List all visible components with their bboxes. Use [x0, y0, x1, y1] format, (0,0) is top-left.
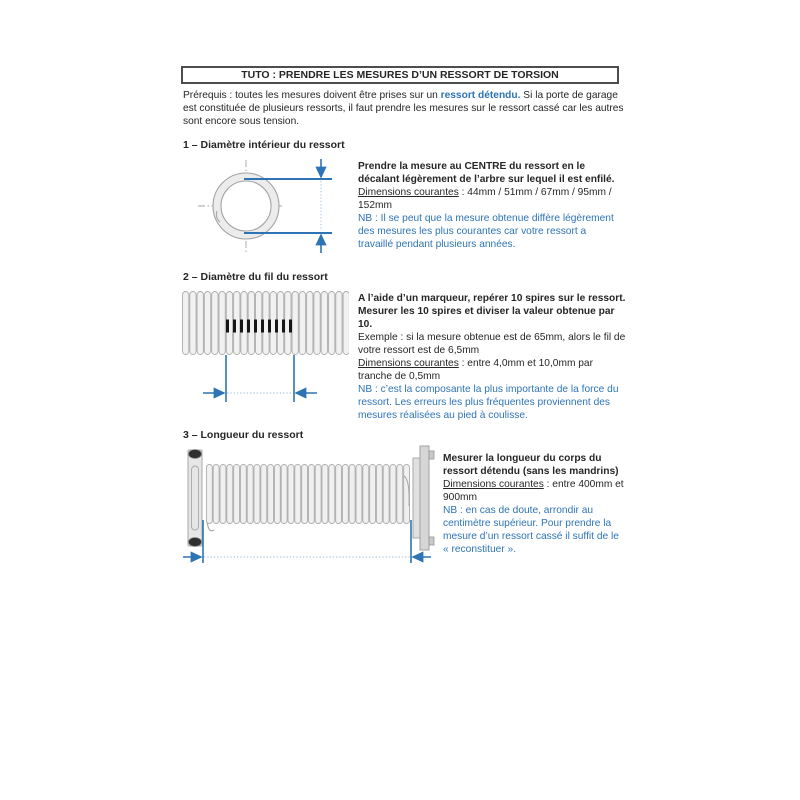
- section2-instruction: A l’aide d’un marqueur, repérer 10 spires sur le ressort. Mesurer les 10 spires et diviser la valeur obtenue par 10.: [358, 293, 626, 330]
- section1-nb-note: NB : Il se peut que la mesure obtenue diffère légèrement des mesures les plus courantes car votre ressort a travaillé pendant plusieurs années.: [358, 213, 614, 250]
- spring-ring: [213, 173, 279, 239]
- section1-text: [358, 160, 624, 251]
- section3-dim-label: Dimensions courantes: [443, 479, 544, 490]
- section2-dim-label: Dimensions courantes: [358, 358, 459, 369]
- section3-heading: 3 – Longueur du ressort: [183, 429, 304, 441]
- section2-dim-value: : entre 4,0mm et 10,0mm par tranche de 0,5mm: [358, 358, 593, 382]
- section3-text: [443, 452, 627, 556]
- section1-dim-value: : 44mm / 51mm / 67mm / 95mm / 152mm: [358, 187, 612, 211]
- section1-dim-label: Dimensions courantes: [358, 187, 459, 198]
- section2-nb-note: NB : c’est la composante la plus importante de la force du ressort. Les erreurs les plus fréquentes proviennent des mesures réalisées au pied à coulisse.: [358, 384, 619, 421]
- section1-dimensions: [358, 186, 624, 212]
- section2-dimensions: [358, 357, 626, 383]
- spring-coil-body-long: [206, 464, 410, 524]
- section3-dim-value: : entre 400mm et 900mm: [443, 479, 624, 503]
- spring-coil-body: [182, 291, 349, 355]
- section1-heading: 1 – Diamètre intérieur du ressort: [183, 139, 345, 151]
- wire-diameter-diagram: [181, 289, 353, 417]
- section3-nb-note: NB : en cas de doute, arrondir au centimètre supérieur. Pour prendre la mesure d’un ressort cassé il suffit de le « reconstituer ».: [443, 505, 619, 555]
- section2-heading: 2 – Diamètre du fil du ressort: [183, 271, 328, 283]
- body-length-measure: [183, 520, 431, 563]
- ten-spires-measure: [203, 355, 317, 402]
- intro-text-pre: Prérequis : toutes les mesures doivent être prises sur un: [183, 90, 441, 101]
- section2-example: Exemple : si la mesure obtenue est de 65mm, alors le fil de votre ressort est de 6,5mm: [358, 332, 626, 356]
- section3-dimensions: [443, 478, 627, 504]
- section3-instruction: Mesurer la longueur du corps du ressort détendu (sans les mandrins): [443, 453, 619, 477]
- document-title: TUTO : PRENDRE LES MESURES D’UN RESSORT DE TORSION: [241, 69, 559, 81]
- intro-paragraph: [183, 89, 624, 128]
- section1-instruction: Prendre la mesure au CENTRE du ressort en le décalant légèrement de l’arbre sur lequel il est enfilé.: [358, 161, 615, 185]
- section2-text: [358, 292, 626, 422]
- intro-text-post: Si la porte de garage est constituée de plusieurs ressorts, il faut prendre les mesures sur le ressort cassé car les autres sont encore sous tension.: [183, 90, 624, 127]
- intro-highlight: ressort détendu.: [440, 90, 521, 101]
- spring-length-diagram: [182, 444, 434, 570]
- document-title-box: [181, 66, 619, 84]
- inner-diameter-diagram: [180, 153, 350, 268]
